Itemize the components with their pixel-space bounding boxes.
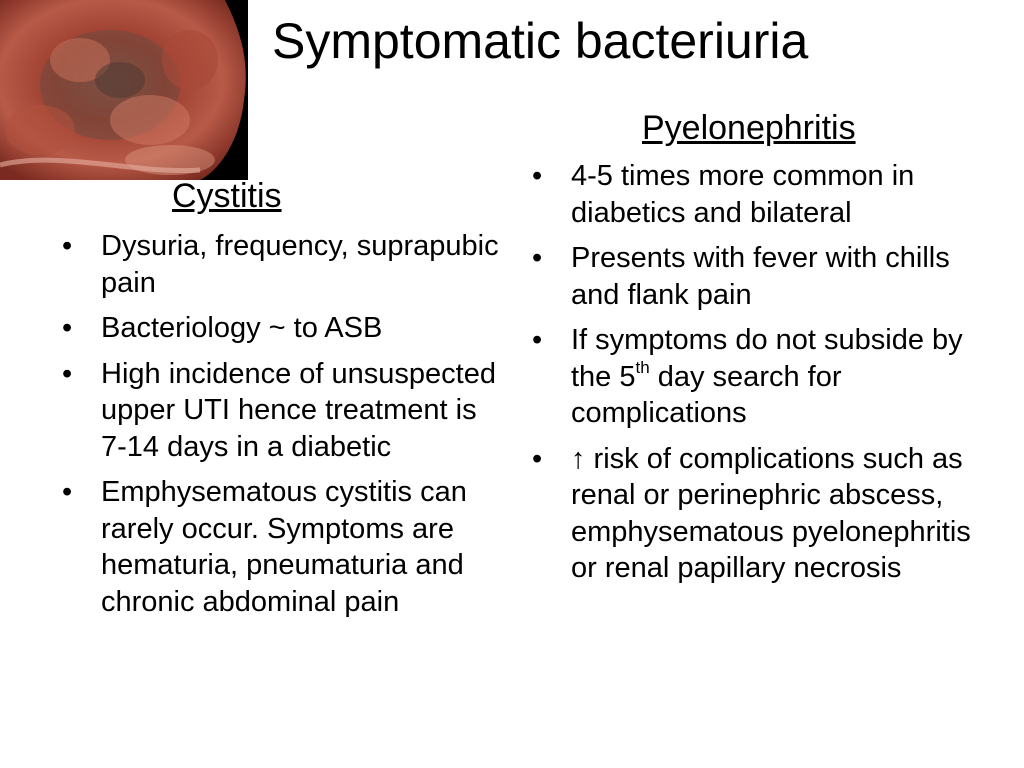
- list-item: • Presents with fever with chills and flank pain: [532, 240, 1002, 313]
- list-item: • High incidence of unsuspected upper UTI hence treatment is 7-14 days in a diabetic: [62, 356, 502, 466]
- ordinal-superscript: th: [635, 357, 650, 377]
- list-item: • ↑ risk of complications such as renal or perinephric abscess, emphysematous pyelonephritis or renal papillary necrosis: [532, 441, 1002, 587]
- pyelonephritis-heading: Pyelonephritis: [642, 109, 856, 147]
- slide-title: Symptomatic bacteriuria: [272, 13, 809, 69]
- pyelonephritis-bullet-list: [532, 158, 1002, 596]
- cystitis-bullet-list: [62, 228, 502, 629]
- list-item: • 4-5 times more common in diabetics and bilateral: [532, 158, 1002, 231]
- list-item: • Emphysematous cystitis can rarely occur. Symptoms are hematuria, pneumaturia and chronic abdominal pain: [62, 474, 502, 620]
- list-item: • Dysuria, frequency, suprapubic pain: [62, 228, 502, 301]
- bladder-specimen-image: [0, 0, 248, 180]
- list-item: • Bacteriology ~ to ASB: [62, 310, 502, 347]
- cystitis-heading: Cystitis: [172, 177, 282, 215]
- bullet-text-before: If symptoms do not subside by the 5: [571, 324, 963, 393]
- bullet-text-after: day search for complications: [571, 360, 842, 429]
- list-item: [532, 322, 1002, 432]
